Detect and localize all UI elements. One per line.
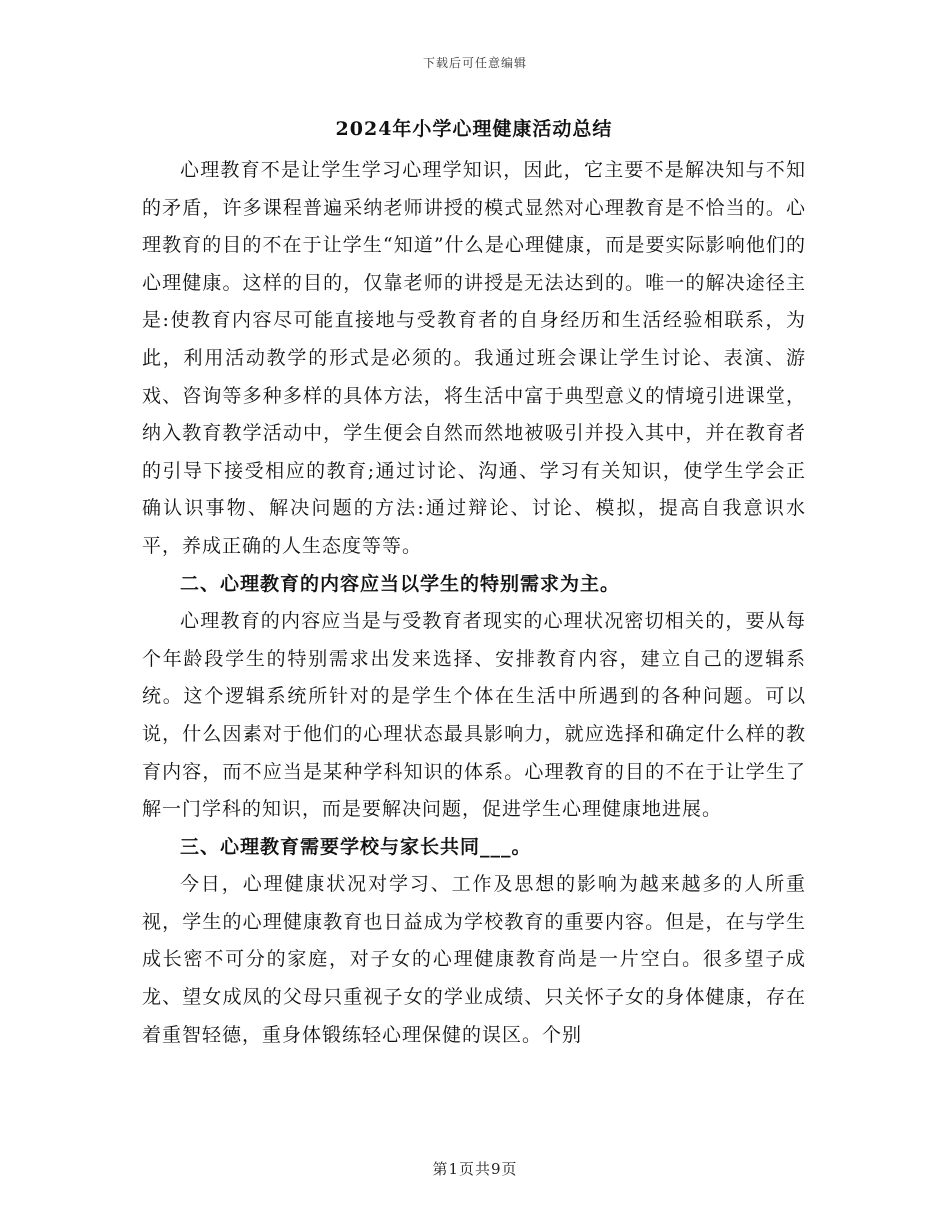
- paragraph-intro: 心理教育不是让学生学习心理学知识，因此，它主要不是解决知与不知的矛盾，许多课程普遍采纳老师讲授的模式显然对心理教育是不恰当的。心理教育的目的不在于让学生“知道”什么是心理健康，而是要实际影响他们的心理健康。这样的目的，仅靠老师的讲授是无法达到的。唯一的解决途径主是:使教育内容尽可能直接地与受教育者的自身经历和生活经验相联系，为此，利用活动教学的形式是必须的。我通过班会课让学生讨论、表演、游戏、咨询等多种多样的具体方法，将生活中富于典型意义的情境引进课堂，纳入教育教学活动中，学生便会自然而然地被吸引并投入其中，并在教育者的引导下接受相应的教育;通过讨论、沟通、学习有关知识，使学生学会正确认识事物、解决问题的方法:通过辩论、讨论、模拟，提高自我意识水平，养成正确的人生态度等等。: [142, 159, 806, 557]
- paragraph-section-3: 今日，心理健康状况对学习、工作及思想的影响为越来越多的人所重视，学生的心理健康教育也日益成为学校教育的重要内容。但是，在与学生成长密不可分的家庭，对子女的心理健康教育尚是一片空白。很多望子成龙、望女成凤的父母只重视子女的学业成绩、只关怀子女的身体健康，存在着重智轻德，重身体锻练轻心理保健的误区。个别: [142, 873, 806, 1046]
- document-body: [142, 112, 806, 1054]
- paragraph-section-2: 心理教育的内容应当是与受教育者现实的心理状况密切相关的，要从每个年龄段学生的特别需求出发来选择、安排教育内容，建立自己的逻辑系统。这个逻辑系统所针对的是学生个体在生活中所遇到的各种问题。可以说，什么因素对于他们的心理状态最具影响力，就应选择和确定什么样的教育内容，而不应当是某种学科知识的体系。心理教育的目的不在于让学生了解一门学科的知识，而是要解决问题，促进学生心理健康地进展。: [142, 610, 806, 821]
- section-heading-2: 二、心理教育的内容应当以学生的特别需求为主。: [180, 572, 621, 595]
- header-note: 下载后可任意编辑: [422, 56, 527, 70]
- page-number-footer: 第1页共9页: [432, 1160, 518, 1178]
- document-title: 2024年小学心理健康活动总结: [335, 118, 613, 140]
- section-heading-3: 三、心理教育需要学校与家长共同___。: [180, 835, 532, 858]
